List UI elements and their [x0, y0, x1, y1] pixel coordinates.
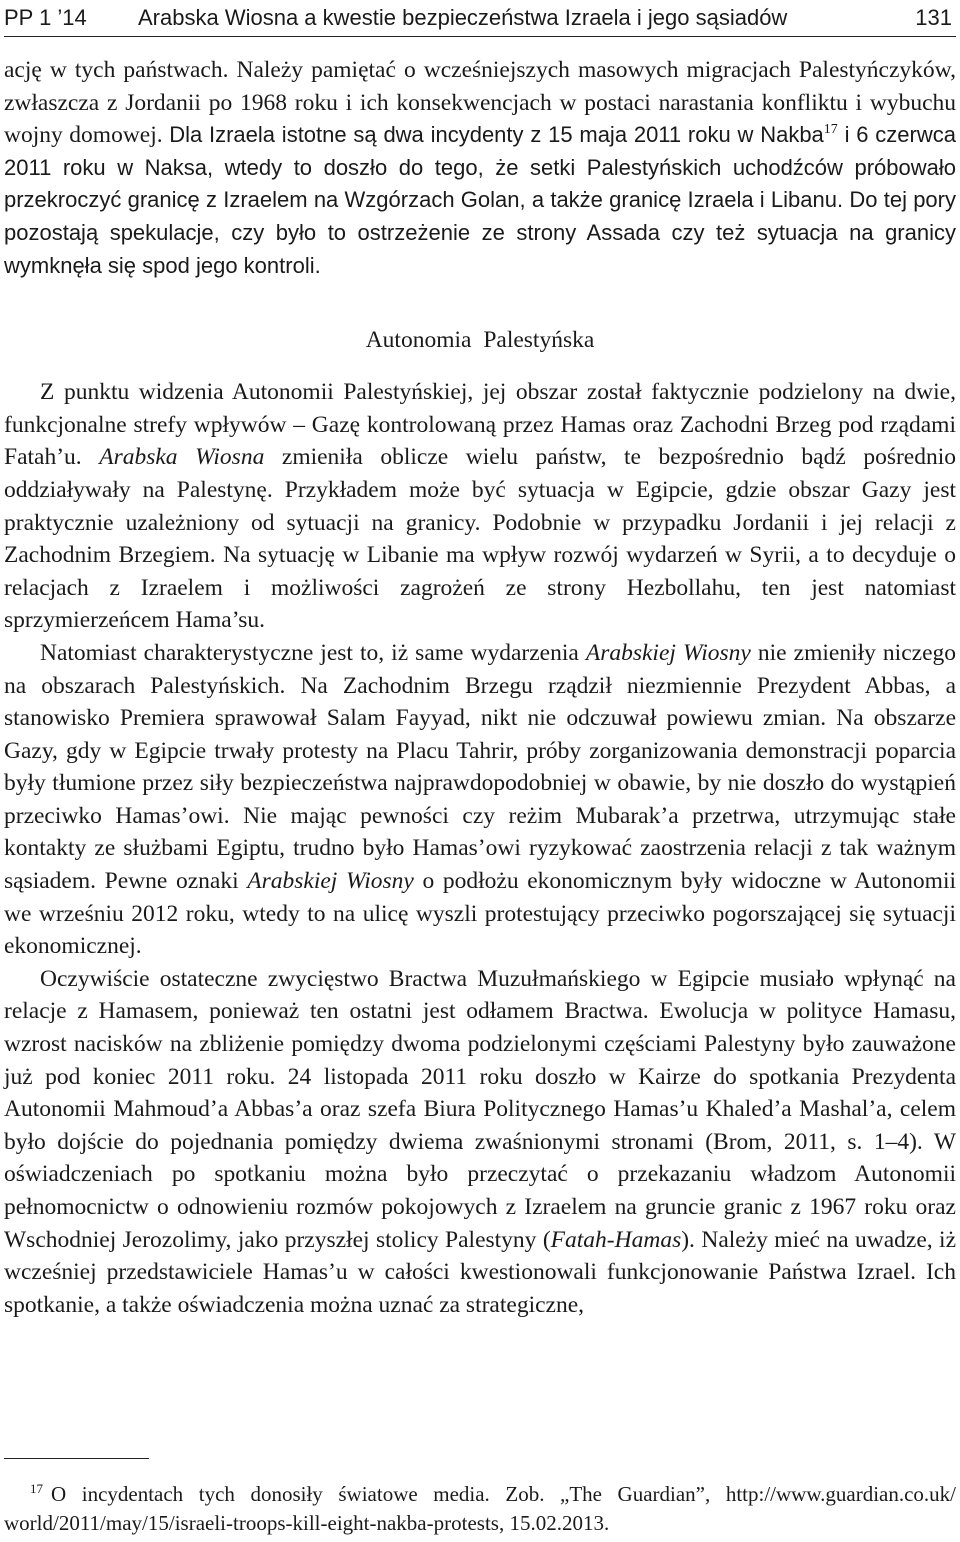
italic-term: Arabska Wiosna: [99, 444, 265, 471]
body-text: [4, 54, 956, 1321]
journal-issue: PP 1 ’14: [4, 5, 87, 30]
sentence: Należy mieć na uwadze, iż wcześniej przedstawiciele Hamas’u w całości kwestionowali funkcjonowanie Państwa Izrael.: [4, 1226, 956, 1286]
footnote-reference[interactable]: 17: [823, 122, 838, 138]
sentence: Podobnie w przypadku Jordanii i jej relacji z Zachodnim Brzegiem.: [4, 509, 956, 569]
sentence: Na sytuację w Libanie ma wpływ rozwój wydarzeń w Syrii, a to decyduje o relacjach z Izraelem i możliwości zagrożeń ze strony Hezbollahu, ten jest natomiast sprzymierzeńcem Hama’su.: [4, 542, 957, 634]
sentence: Ich spotkanie, a także oświadczenia można uznać za strategiczne,: [4, 1259, 956, 1318]
footnote-number: 17: [30, 1481, 43, 1496]
sentence: Nie mając pewności czy reżim Mubarak’a przetrwa, utrzymując stałe kontakty ze służbami Egiptu, trudno było Hamas’owi ryzykować zaostrzenia relacji z tak ważnym sąsiadem.: [4, 802, 956, 895]
section-heading: Autonomia Palestyńska: [365, 327, 595, 354]
sentence: Przykładem może być sytuacja w Egipcie, gdzie obszar Gazy jest praktycznie uzależniony od sytuacji na granicy.: [4, 476, 956, 536]
sentence-sans: Do tej pory pozostają spekulacje, czy było to ostrzeżenie ze strony Assada czy też sytuacja na granicy wymknęła się spod jego kontroli.: [4, 187, 956, 278]
italic-term: Arabskiej Wiosny: [585, 639, 751, 666]
sentence: Z punktu widzenia Autonomii Palestyńskiej, jej obszar został faktycznie podzielony na dwie, funkcjonalne strefy wpływów – Gazę kontrolowaną przez Hamas oraz Zachodni Brzeg pod rządami Fatah’u.: [4, 379, 956, 471]
paragraph-1: [4, 54, 956, 282]
paragraph-4: [4, 963, 956, 1322]
footnote-rule: [4, 1458, 149, 1459]
sentence: Na obszarze Gazy, gdy w Egipcie trwały protesty na Placu Tahrir, próby zorganizowania demonstracji poparcia były tłumione przez siły bezpieczeństwa najprawdopodobniej w obawie, by nie doszło do wystąpień przeciwko Hamas’owi.: [4, 705, 956, 829]
sentence: Oczywiście ostateczne zwycięstwo Bractwa Muzułmańskiego w Egipcie musiało wpłynąć na relacje z Hamasem, ponieważ ten ostatni jest odłamem Bractwa.: [4, 965, 956, 1025]
page-number: 131: [915, 5, 952, 30]
sentence: Na Zachodnim Brzegu rządził niezmiennie Prezydent Abbas, a stanowisko Premiera sprawował Salam Fayyad, nikt nie odczuwał powiewu zmian.: [4, 672, 956, 732]
italic-term: Fatah-Hamas: [550, 1226, 682, 1253]
footnote-text: O incydentach tych donosiły światowe media. Zob. „The Guardian”, http://www.guardian.co.uk/ world/2011/may/15/israeli-troops-kill-eight-nakba-protests, 15.02.2013.: [4, 1482, 956, 1535]
running-title: Arabska Wiosna a kwestie bezpieczeństwa Izraela i jego sąsiadów: [138, 5, 788, 30]
running-header: [4, 0, 956, 37]
sentence-sans: Dla Izraela istotne są dwa incydenty z 15 maja 2011 roku w Nakba: [169, 122, 824, 148]
sentence: Ewolucja w polityce Hamasu, wzrost nacisków na zbliżenie pomiędzy dwoma podzielonymi częściami Palestyny było zauważone już pod koniec 2011 roku.: [4, 998, 956, 1090]
sentence: W oświadczeniach po spotkaniu można było przeczytać o przekazaniu władzom Autonomii pełnomocnictw o odnowieniu rozmów pokojowych z Izraelem na gruncie granic z 1967 roku oraz Wschodniej Jerozolimy, jako przyszłej stolicy Palestyny (: [4, 1128, 956, 1253]
paragraph-2: [4, 376, 956, 637]
sentence: nie zmieniły niczego na obszarach Palestyńskich.: [4, 639, 956, 699]
sentence: Natomiast charakterystyczne jest to, iż same wydarzenia: [40, 639, 586, 666]
paragraph-3: [4, 637, 956, 963]
sentence: 24 listopada 2011 roku doszło w Kairze do spotkania Prezydenta Autonomii Mahmoud’a Abbas’a oraz szefa Biura Politycznego Hamas’u Khaled’a Mashal’a, celem było dojście do pojednania pomiędzy dwiema zwaśnionymi stronami (Brom, 2011, s. 1–4).: [4, 1063, 956, 1155]
sentence-sans: i 6 czerwca 2011 roku w Naksa, wtedy to doszło do tego, że setki Palestyńskich uchodźców próbowało przekroczyć granicę z Izraelem na Wzgórzach Golan, a także granicę Izraela i Libanu.: [4, 122, 956, 213]
sentence: ację w tych państwach. Należy pamiętać o wcześniejszych masowych migracjach Palestyńczyków, zwłaszcza z Jordanii po 1968 roku i ich konsekwencjach w postaci narastania konfliktu i wybuchu wojny domowej.: [4, 57, 956, 149]
sentence: o podłożu ekonomicznym były widoczne w Autonomii we wrześniu 2012 roku, wtedy to na ulicę wyszli protestujący przeciwko pogorszającej się sytuacji ekonomicznej.: [4, 868, 957, 960]
sentence: ).: [681, 1226, 702, 1253]
sentence: Pewne oznaki: [104, 868, 248, 895]
italic-term: Arabskiej Wiosny: [247, 868, 414, 895]
sentence: zmieniła oblicze wielu państw, te bezpośrednio bądź pośrednio oddziaływały na Palestynę.: [4, 444, 956, 503]
footnote: [4, 1480, 956, 1538]
